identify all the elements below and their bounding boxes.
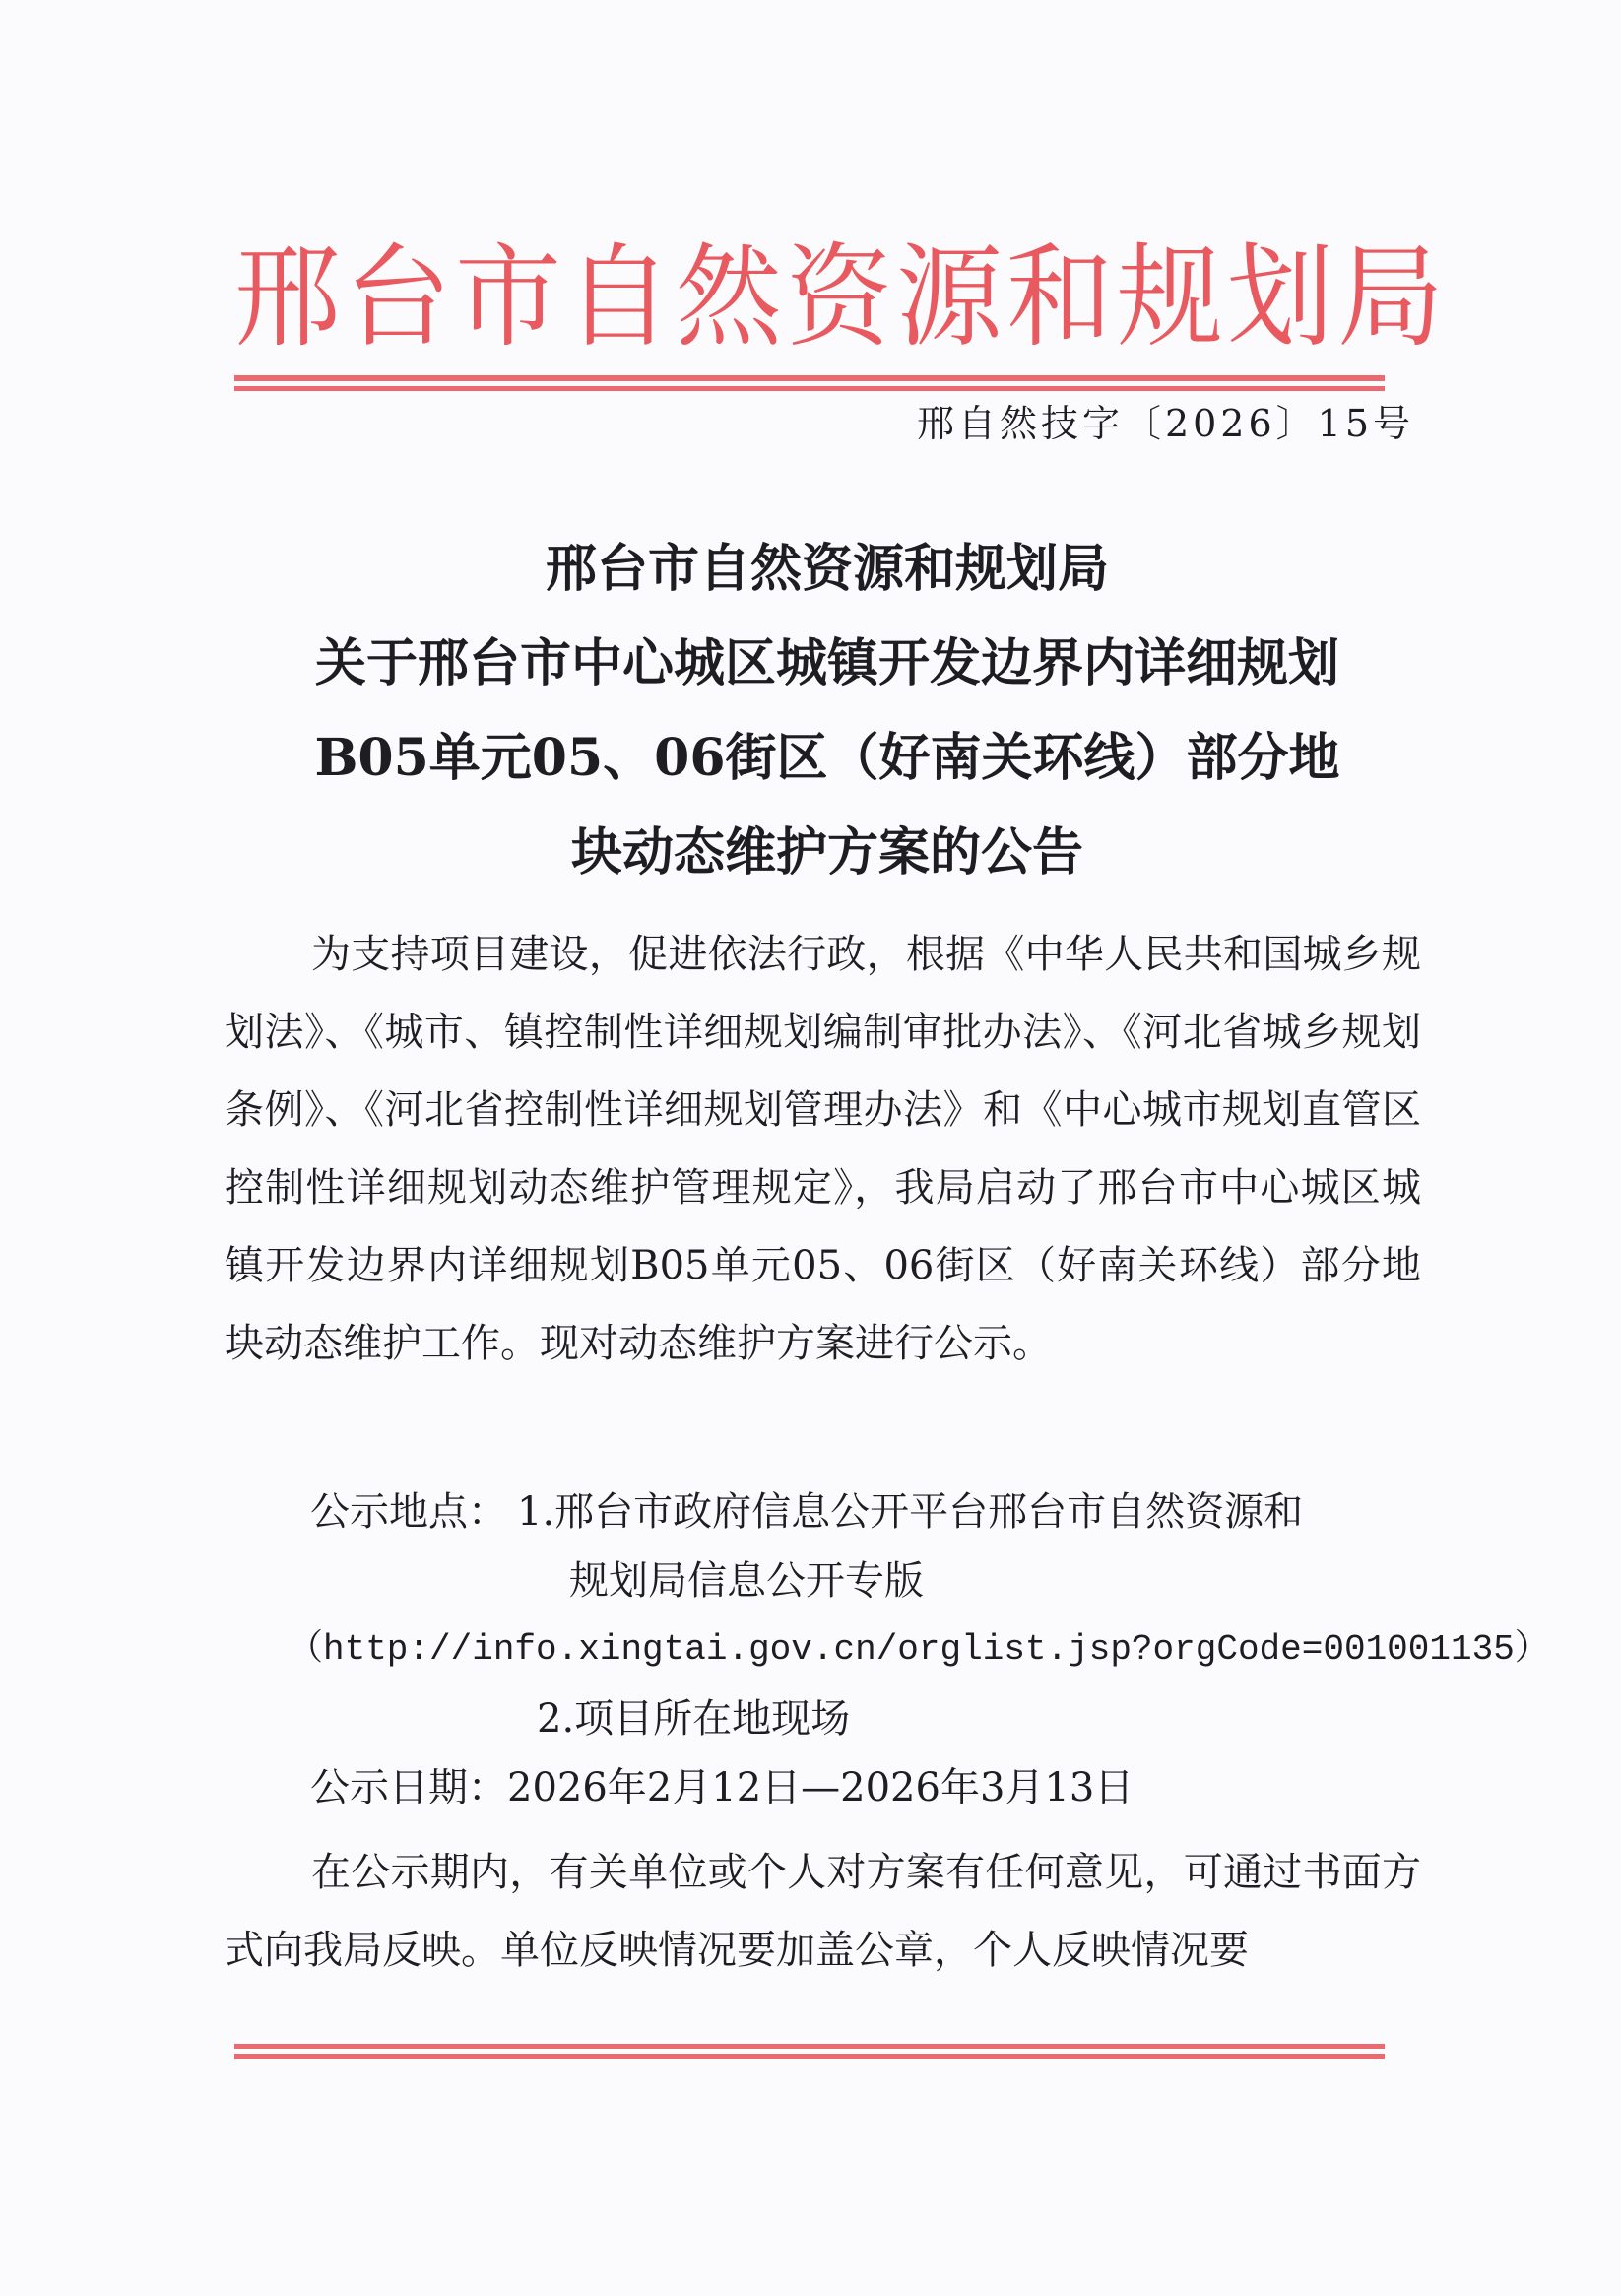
location-url-link[interactable]: （http://info.xingtai.gov.cn/orglist.jsp?orgCode=001001135） xyxy=(288,1629,1550,1670)
location-label: 公示地点： xyxy=(310,1489,507,1535)
title-line-2: 关于邢台市中心城区城镇开发边界内详细规划 xyxy=(314,633,1339,693)
notice-title xyxy=(197,522,1458,900)
title-line-4: 块动态维护方案的公告 xyxy=(570,822,1083,883)
masthead-rule-thin xyxy=(234,386,1385,391)
footer-rule-thick xyxy=(234,2044,1385,2049)
masthead-title: 邢台市自然资源和规划局 xyxy=(234,232,1449,363)
title-line-1: 邢台市自然资源和规划局 xyxy=(545,539,1109,599)
location-item-2: 2.项目所在地现场 xyxy=(537,1696,851,1741)
location-item-1: 1.邢台市政府信息公开平台邢台市自然资源和 xyxy=(517,1489,1304,1535)
document-number: 邢自然技字〔2026〕15号 xyxy=(916,402,1414,445)
masthead-rule-thick xyxy=(234,375,1385,381)
body-paragraph-1: 为支持项目建设，促进依法行政，根据《中华人民共和国城乡规划法》、《城市、镇控制性详细规划编制审批办法》、《河北省城乡规划条例》、《河北省控制性详细规划管理办法》和《中心城市规划直管区控制性详细规划动态维护管理规定》，我局启动了邢台市中心城区城镇开发边界内详细规划B05单元05、06街区（好南关环线）部分地块动态维护工作。现对动态维护方案进行公示。 xyxy=(225,932,1421,1366)
location-item-1-cont: 规划局信息公开专版 xyxy=(569,1558,924,1604)
body-paragraph-2: 在公示期内，有关单位或个人对方案有任何意见，可通过书面方式向我局反映。单位反映情况要加盖公章，个人反映情况要 xyxy=(225,1850,1421,1973)
footer-rule-thin xyxy=(234,2054,1385,2059)
title-line-3: B05单元05、06街区（好南关环线）部分地 xyxy=(314,728,1340,788)
publicity-date: 公示日期：2026年2月12日—2026年3月13日 xyxy=(310,1765,1135,1810)
